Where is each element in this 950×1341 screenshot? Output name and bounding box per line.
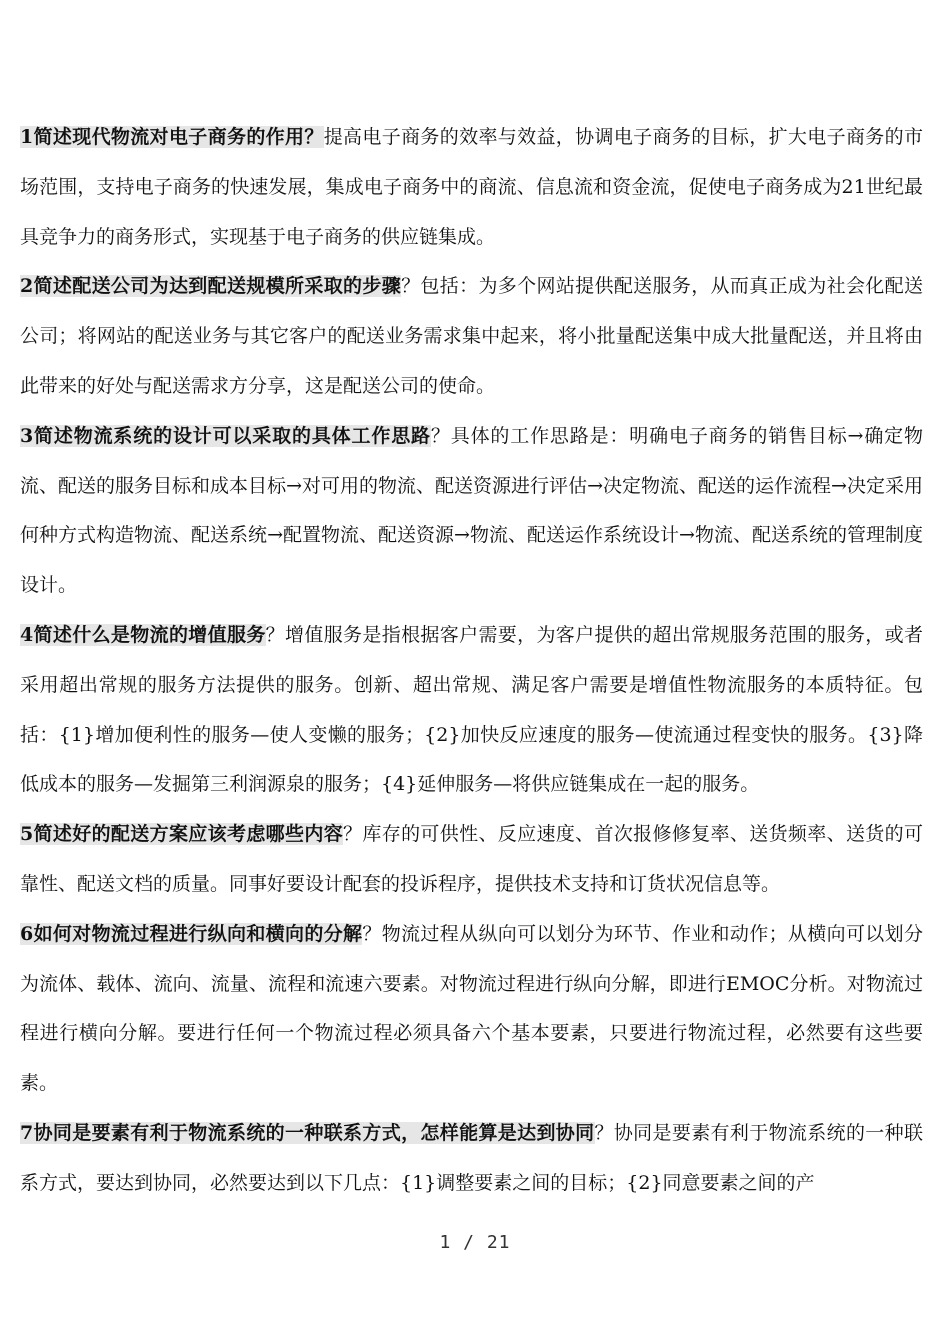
document-body xyxy=(20,113,923,1209)
answer-6: ？物流过程从纵向可以划分为环节、作业和动作；从横向可以划分为流体、载体、流向、流量、流程和流速六要素。对物流过程进行纵向分解，即进行EMOC分析。对物流过程进行横向分解。要进行任何一个物流过程必须具备六个基本要素，只要进行物流过程，必然要有这些要素。 xyxy=(20,922,923,1095)
answer-2: ？包括：为多个网站提供配送服务，从而真正成为社会化配送公司；将网站的配送业务与其它客户的配送业务需求集中起来，将小批量配送集中成大批量配送，并且将由此带来的好处与配送需求方分享，这是配送公司的使命。 xyxy=(20,275,923,397)
page-indicator: 1 / 21 xyxy=(439,1232,511,1253)
answer-7: ？协同是要素有利于物流系统的一种联系方式，要达到协同，必然要达到以下几点：{1}调整要素之间的目标；{2}同意要素之间的产 xyxy=(20,1121,923,1194)
question-7: 7协同是要素有利于物流系统的一种联系方式，怎样能算是达到协同 xyxy=(20,1121,595,1144)
question-6: 6如何对物流过程进行纵向和横向的分解 xyxy=(20,922,363,945)
question-4: 4简述什么是物流的增值服务 xyxy=(20,623,266,646)
question-1: 1简述现代物流对电子商务的作用？ xyxy=(20,126,324,148)
question-3: 3简述物流系统的设计可以采取的具体工作思路 xyxy=(20,424,431,447)
qa-item-7 xyxy=(20,1109,923,1209)
question-2: 2简述配送公司为达到配送规模所采取的步骤 xyxy=(20,275,402,298)
qa-item-6 xyxy=(20,910,923,1109)
qa-item-5 xyxy=(20,810,923,910)
answer-1: 提高电子商务的效率与效益，协调电子商务的目标，扩大电子商务的市场范围，支持电子商务的快速发展，集成电子商务中的商流、信息流和资金流，促使电子商务成为21世纪最具竞争力的商务形式，实现基于电子商务的供应链集成。 xyxy=(20,126,923,248)
qa-item-2 xyxy=(20,262,923,411)
question-5: 5简述好的配送方案应该考虑哪些内容 xyxy=(20,823,344,846)
answer-5: ？库存的可供性、反应速度、首次报修修复率、送货频率、送货的可靠性、配送文档的质量。同事好要设计配套的投诉程序，提供技术支持和订货状况信息等。 xyxy=(20,823,923,895)
qa-item-3 xyxy=(20,412,923,611)
answer-3: ？具体的工作思路是：明确电子商务的销售目标→确定物流、配送的服务目标和成本目标→对可用的物流、配送资源进行评估→决定物流、配送的运作流程→决定采用何种方式构造物流、配送系统→配置物流、配送资源→物流、配送运作系统设计→物流、配送系统的管理制度设计。 xyxy=(20,424,923,597)
qa-item-1 xyxy=(20,113,923,262)
answer-4: ？增值服务是指根据客户需要，为客户提供的超出常规服务范围的服务，或者采用超出常规的服务方法提供的服务。创新、超出常规、满足客户需要是增值性物流服务的本质特征。包括：{1}增加便利性的服务—使人变懒的服务；{2}加快反应速度的服务—使流通过程变快的服务。{3}降低成本的服务—发掘第三利润源泉的服务；{4}延伸服务—将供应链集成在一起的服务。 xyxy=(20,623,923,796)
qa-item-4 xyxy=(20,611,923,810)
